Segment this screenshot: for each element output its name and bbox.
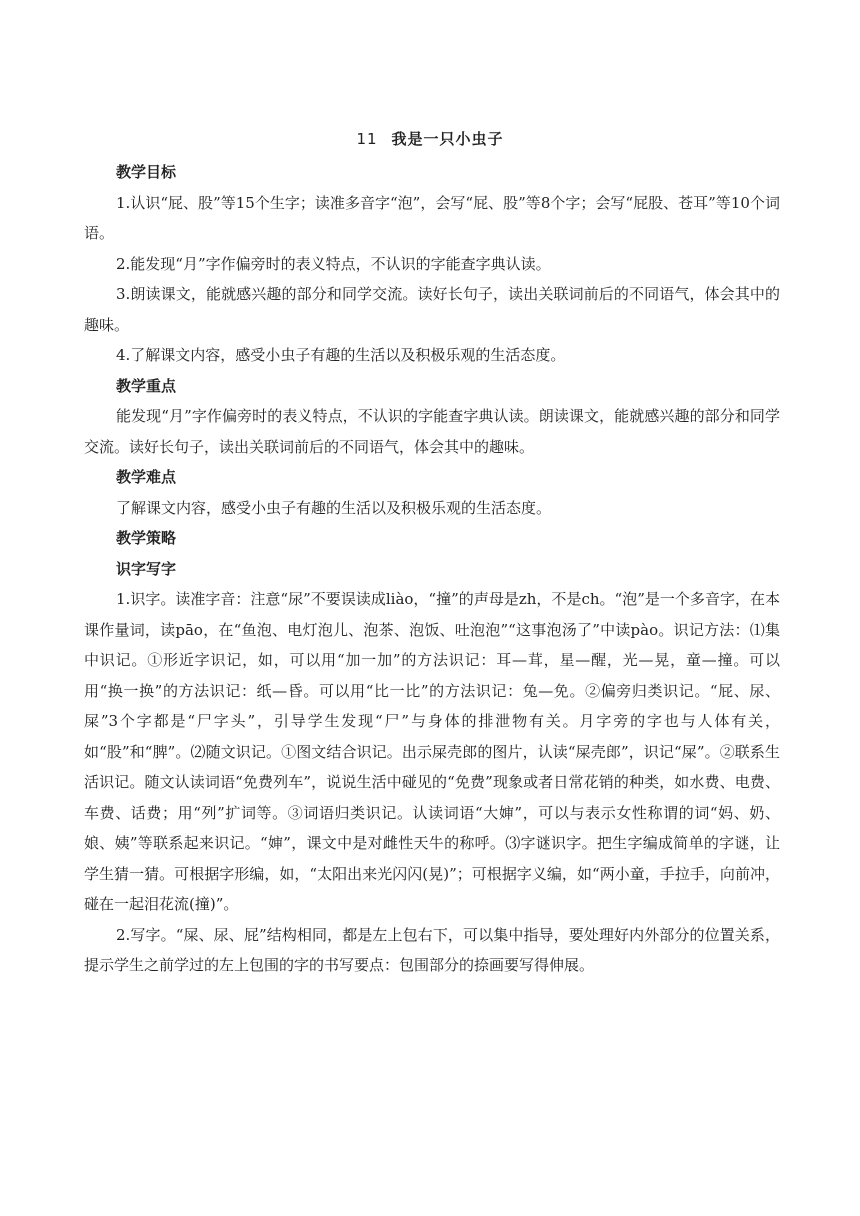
section-heading-objectives: 教学目标	[116, 163, 177, 181]
lesson-title-text: 我是一只小虫子	[391, 130, 504, 148]
literacy-paragraph-1: 1.识字。读准字音：注意“尿”不要误读成liào，“撞”的声母是zh，不是ch。“泡”是一个多音字，在本课作量词，读pāo，在“鱼泡、电灯泡儿、泡茶、泡饭、吐泡泡”“这事泡汤了”中读pào。识记方法：⑴集中识记。①形近字识记，如，可以用“加一加”的方法识记：耳—茸，星—醒，光—晃，童—撞。可以用“换一换”的方法识记：纸—昏。可以用“比一比”的方法识记：兔—免。②偏旁归类识记。“屁、尿、屎”3个字都是“尸字头”，引导学生发现“尸”与身体的排泄物有关。月字旁的字也与人体有关，如“股”和“脾”。⑵随文识记。①图文结合识记。出示屎壳郎的图片，认读“屎壳郎”，识记“屎”。②联系生活识记。随文认读词语“免费列车”，说说生活中碰见的“免费”现象或者日常花销的种类，如水费、电费、车费、话费；用“列”扩词等。③词语归类识记。认读词语“大婶”，可以与表示女性称谓的词“妈、奶、娘、姨”等联系起来识记。“婶”，课文中是对雌性天牛的称呼。⑶字谜识字。把生字编成简单的字谜，让学生猜一猜。可根据字形编，如，“太阳出来光闪闪(晃)”；可根据字义编，如“两小童，手拉手，向前冲，碰在一起泪花流(撞)”。	[84, 590, 780, 913]
difficulties-paragraph: 了解课文内容，感受小虫子有趣的生活以及积极乐观的生活态度。	[116, 498, 552, 517]
key-points-paragraph: 能发现“月”字作偏旁时的表义特点，不认识的字能查字典认读。朗读课文，能就感兴趣的部分和同学交流。读好长句子，读出关联词前后的不同语气，体会其中的趣味。	[84, 407, 780, 456]
section-heading-difficulties: 教学难点	[116, 468, 177, 486]
lesson-title	[0, 128, 860, 149]
section-heading-literacy: 识字写字	[116, 559, 177, 578]
lesson-content	[84, 157, 780, 981]
objective-paragraph-4: 4.了解课文内容，感受小虫子有趣的生活以及积极乐观的生活态度。	[116, 346, 566, 364]
objective-paragraph-1: 1.认识“屁、股”等15个生字；读准多音字“泡”，会写“屁、股”等8个字；会写“屁股、苍耳”等10个词语。	[84, 193, 780, 242]
section-heading-strategy: 教学策略	[116, 529, 177, 547]
objective-paragraph-3: 3.朗读课文，能就感兴趣的部分和同学交流。读好长句子，读出关联词前后的不同语气，体会其中的趣味。	[84, 285, 780, 334]
objective-paragraph-2: 2.能发现“月”字作偏旁时的表义特点，不认识的字能查字典认读。	[116, 254, 551, 273]
lesson-number: 11	[356, 130, 378, 148]
literacy-paragraph-2: 2.写字。“屎、尿、屁”结构相同，都是左上包右下，可以集中指导，要处理好内外部分的位置关系，提示学生之前学过的左上包围的字的书写要点：包围部分的捺画要写得伸展。	[84, 925, 780, 974]
section-heading-key-points: 教学重点	[116, 376, 177, 395]
